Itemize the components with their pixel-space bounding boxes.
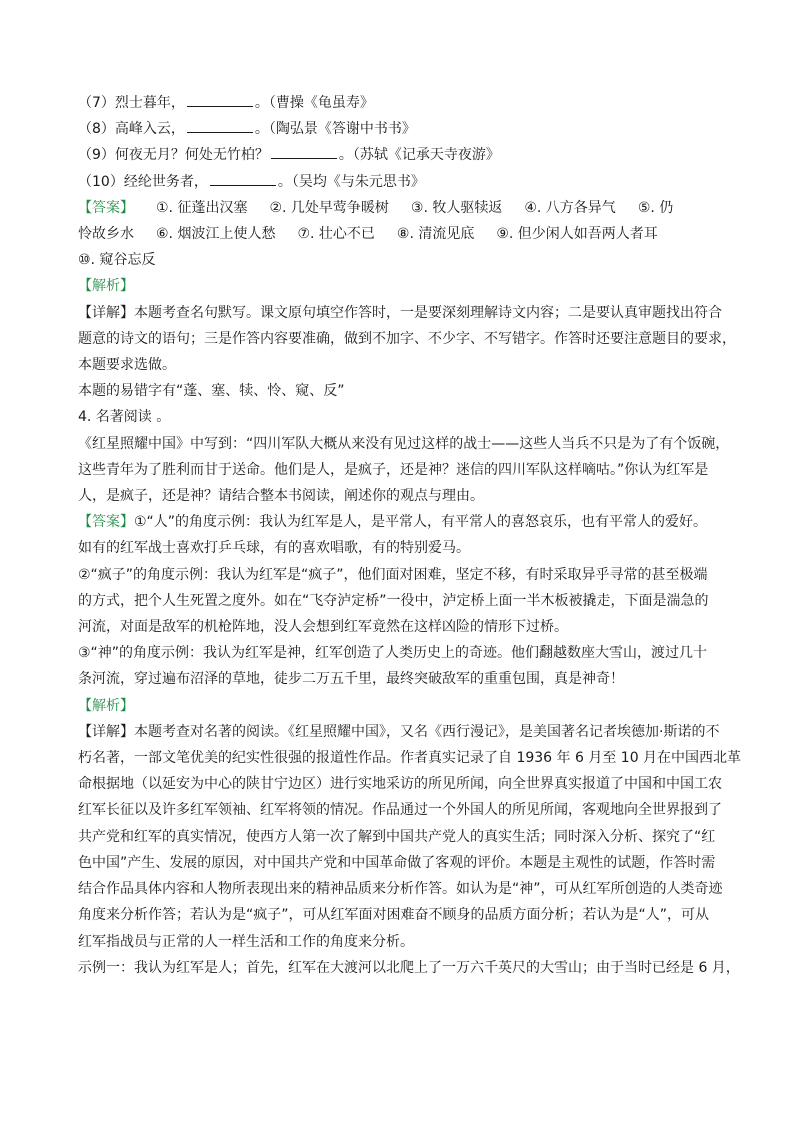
- answer-item: ③. 牧人驱犊返: [410, 199, 503, 216]
- analysis-tag: 【解析】: [78, 697, 134, 714]
- detail-line: 红军长征以及许多红军领袖、红军将领的情况。作品通过一个外国人的所见所闻，客观地向全世界报到了: [78, 802, 722, 819]
- answer-tag: 【答案】: [78, 199, 134, 216]
- detail-line: 共产党和红军的真实情况，使西方人第一次了解到中国共产党人的真实生活；同时深入分析、探究了“红: [78, 828, 716, 845]
- detail-line: 本题要求选做。: [78, 357, 176, 374]
- detail-line: 题意的诗文的语句；三是作答内容要准确，做到不加字、不少字、不写错字。作答时还要注意题目的要求，: [78, 330, 736, 347]
- detail-line: 结合作品具体内容和人物所表现出来的精神品质来分析作答。如认为是“神”，可从红军所创造的人类奇迹: [78, 881, 723, 898]
- answer-item: ⑤. 仍: [637, 199, 674, 216]
- question-10: （10）经纶世务者， 。（吴均《与朱元思书》: [78, 169, 718, 195]
- answer-line-3: [78, 247, 718, 273]
- question-4-line: 这些青年为了胜利而甘于送命。他们是人，是疯子，还是神？迷信的四川军队这样嘀咕。”你认为红军是: [78, 461, 709, 478]
- fill-blank: [187, 92, 253, 107]
- fill-blank: [187, 118, 253, 133]
- answer-item: ②. 几处早莺争暖树: [269, 199, 389, 216]
- answer-item: 怜故乡水: [78, 226, 134, 243]
- answer-item: ⑨. 但少闲人如吾两人者耳: [496, 226, 658, 243]
- answer-item: ⑦. 壮心不已: [297, 226, 375, 243]
- answer-line-1: [78, 195, 718, 221]
- q4-answer-line: ②“疯子”的角度示例：我认为红军是“疯子”，他们面对困难，坚定不移，有时采取异乎寻常的甚至极端: [78, 566, 708, 583]
- answer-item: ⑩. 窥谷忘反: [78, 252, 156, 269]
- answer-item: ④. 八方各异气: [524, 199, 616, 216]
- detail-line: 本题的易错字有“蓬、塞、犊、怜、窥、反”: [78, 383, 345, 400]
- detail-paragraph-1: 【详解】本题考查名句默写。课文原句填空作答时，一是要深刻理解诗文内容；二是要认真审题找出符合: [78, 304, 722, 321]
- question-4-title: 4. 名著阅读 。: [78, 409, 171, 426]
- detail-line: 示例一：我认为红军是人；首先，红军在大渡河以北爬上了一万六千英尺的大雪山；由于当时已经是 6 月，: [78, 959, 740, 976]
- detail-line: 命根据地（以延安为中心的陕甘宁边区）进行实地采访的所见所闻，向全世界真实报道了中国和中国工农: [78, 776, 722, 793]
- q4-answer-line: 的方式，把个人生死置之度外。如在“飞夺泸定桥”一役中，泸定桥上面一半木板被撬走，下面是湍急的: [78, 592, 709, 609]
- detail-line: 角度来分析作答；若认为是“疯子”，可从红军面对困难奋不顾身的品质方面分析；若认为是“人”，可从: [78, 907, 710, 924]
- q4-answer-line: 河流，对面是敌军的机枪阵地，没人会想到红军竟然在这样凶险的情形下过桥。: [78, 619, 568, 636]
- question-8: （8）高峰入云， 。（陶弘景《答谢中书书》: [78, 116, 718, 142]
- answer-line-2: [78, 221, 718, 247]
- answer-tag: 【答案】: [78, 514, 134, 531]
- question-4-line: 人，是疯子，还是神？请结合整本书阅读，阐述你的观点与理由。: [78, 488, 484, 505]
- q4-answer-line: ③“神”的角度示例：我认为红军是神，红军创造了人类历史上的奇迹。他们翻越数座大雪山，渡过几十: [78, 645, 708, 662]
- answer-item: ⑥. 烟波江上使人愁: [156, 226, 276, 243]
- detail-line: 朽名著，一部文笔优美的纪实性很强的报道性作品。作者真实记录了自 1936 年 6 月至 10 月在中国西北革: [78, 750, 742, 767]
- answer-item: ⑧. 清流见底: [396, 226, 475, 243]
- detail-tag: 【详解】: [78, 304, 134, 321]
- question-4-line: 《红星照耀中国》中写到：“四川军队大概从来没有见过这样的战士——这些人当兵不只是为了有个饭碗，: [78, 435, 730, 452]
- q4-answer-line: 条河流，穿过遍布沼泽的草地，徒步二万五千里，最终突破敌军的重重包围，真是神奇！: [78, 671, 624, 688]
- detail-line: 色中国”产生、发展的原因，对中国共产党和中国革命做了客观的评价。本题是主观性的试题，作答时需: [78, 854, 716, 871]
- detail-line: 红军指战员与正常的人一样生活和工作的角度来分析。: [78, 933, 414, 950]
- document-page: [78, 90, 742, 981]
- question-7: （7）烈士暮年， 。（曹操《龟虽寿》: [78, 90, 718, 116]
- fill-blank: [271, 144, 337, 159]
- answer-item: ①. 征蓬出汉塞: [156, 199, 248, 216]
- q4-answer-line: 如有的红军战士喜欢打乒乓球，有的喜欢唱歌，有的特别爱马。: [78, 540, 470, 557]
- detail-tag: 【详解】: [78, 723, 134, 740]
- question-9: （9）何夜无月？何处无竹柏？ 。（苏轼《记承天寺夜游》: [78, 142, 718, 168]
- q4-answer-first: 【答案】①“人”的角度示例：我认为红军是人，是平常人，有平常人的喜怒哀乐，也有平常人的爱好。: [78, 514, 708, 531]
- detail-paragraph-2: 【详解】本题考查对名著的阅读。《红星照耀中国》，又名《西行漫记》，是美国著名记者埃德加·斯诺的不: [78, 723, 720, 740]
- fill-blank: [210, 171, 276, 186]
- analysis-tag: 【解析】: [78, 278, 134, 295]
